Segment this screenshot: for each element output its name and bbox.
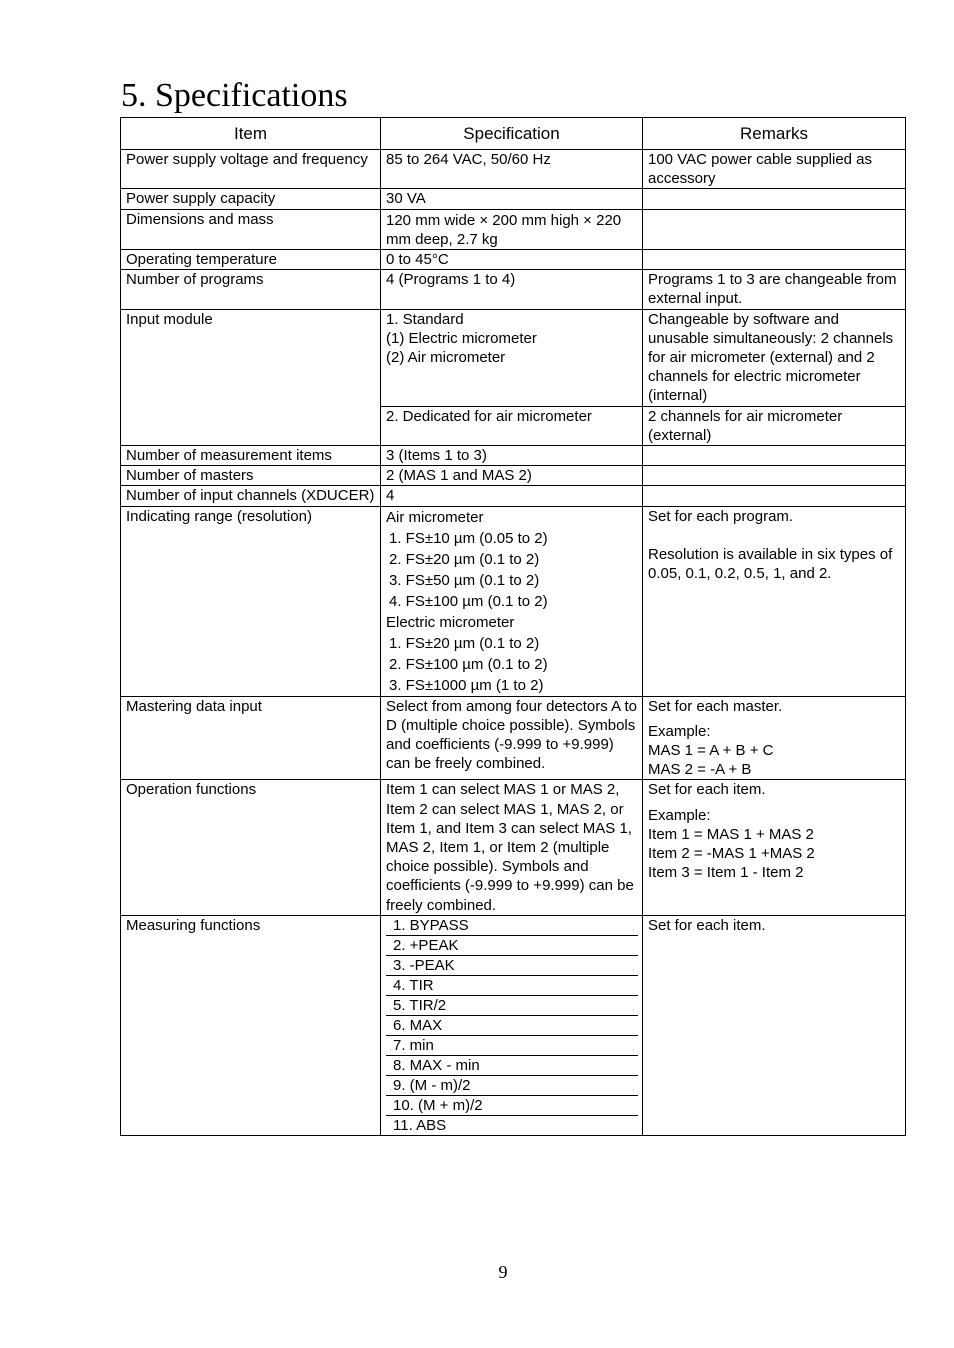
measuring-function-item: 4. TIR: [386, 975, 638, 995]
remarks-cell: Changeable by software and unusable simultaneously: 2 channels for air micrometer (external) and 2 channels for electric micrometer (internal): [643, 309, 906, 406]
table-header-row: [121, 118, 906, 150]
remarks-cell: 2 channels for air micrometer (external): [643, 406, 906, 445]
measuring-function-item: 2. +PEAK: [386, 935, 638, 955]
spec-line: 1. FS±20 µm (0.1 to 2): [389, 634, 540, 652]
table-row: [121, 150, 906, 189]
measuring-function-item: 6. MAX: [386, 1015, 638, 1035]
spec-cell: [381, 309, 643, 406]
table-row: [121, 446, 906, 466]
spec-line: 2. FS±20 µm (0.1 to 2): [389, 550, 540, 568]
spec-line: 2. FS±100 µm (0.1 to 2): [389, 655, 548, 673]
measuring-function-item: 9. (M - m)/2: [386, 1075, 638, 1095]
spec-cell: 85 to 264 VAC, 50/60 Hz: [381, 150, 643, 189]
spec-line: (2) Air micrometer: [386, 349, 506, 367]
remarks-cell: [643, 506, 906, 696]
spec-line: (1) Electric micrometer: [386, 329, 537, 347]
item-cell: Operation functions: [121, 780, 381, 915]
item-cell: Mastering data input: [121, 696, 381, 780]
remarks-line: Set for each master.: [648, 697, 783, 715]
measuring-function-item: 5. TIR/2: [386, 995, 638, 1015]
measuring-function-item: 10. (M + m)/2: [386, 1095, 638, 1115]
spec-line: 3. FS±1000 µm (1 to 2): [389, 676, 544, 694]
remarks-cell: [643, 486, 906, 506]
table-row: [121, 466, 906, 486]
item-cell: Power supply voltage and frequency: [121, 150, 381, 189]
remarks-line: Set for each item.: [648, 781, 766, 799]
remarks-cell: Programs 1 to 3 are changeable from external input.: [643, 270, 906, 309]
measuring-function-item: 3. -PEAK: [386, 955, 638, 975]
remarks-cell: [643, 189, 906, 209]
item-cell: Number of masters: [121, 466, 381, 486]
item-cell: Input module: [121, 309, 381, 445]
remarks-line: Item 2 = -MAS 1 +MAS 2: [648, 845, 815, 863]
remarks-line: Item 1 = MAS 1 + MAS 2: [648, 825, 814, 843]
column-header-remarks: Remarks: [643, 118, 906, 150]
item-cell: Number of measurement items: [121, 446, 381, 466]
remarks-line: Resolution is available in six types of 0.05, 0.1, 0.2, 0.5, 1, and 2.: [648, 545, 893, 583]
table-row: [121, 189, 906, 209]
item-cell: Power supply capacity: [121, 189, 381, 209]
spec-line: 1. Standard: [386, 310, 464, 328]
spec-line: 1. FS±10 µm (0.05 to 2): [389, 529, 548, 547]
column-header-specification: Specification: [381, 118, 643, 150]
item-cell: Number of programs: [121, 270, 381, 309]
spec-cell: 120 mm wide × 200 mm high × 220 mm deep, 2.7 kg: [381, 209, 643, 249]
remarks-cell: [643, 696, 906, 780]
spec-cell: 0 to 45°C: [381, 250, 643, 270]
measuring-function-item: 1. BYPASS: [393, 916, 469, 934]
remarks-cell: [643, 780, 906, 915]
measuring-function-item: 11. ABS: [386, 1115, 638, 1135]
table-row: [121, 270, 906, 309]
item-cell: Number of input channels (XDUCER): [121, 486, 381, 506]
item-cell: Operating temperature: [121, 250, 381, 270]
remarks-cell: [643, 466, 906, 486]
measuring-function-item: 7. min: [386, 1035, 638, 1055]
remarks-cell: [643, 209, 906, 249]
spec-cell: 3 (Items 1 to 3): [381, 446, 643, 466]
spec-cell: 4: [381, 486, 643, 506]
remarks-line: MAS 1 = A + B + C: [648, 742, 774, 760]
remarks-cell: [643, 250, 906, 270]
table-row: [121, 915, 906, 1135]
item-cell: Dimensions and mass: [121, 209, 381, 249]
table-row: [121, 209, 906, 249]
page-title: 5. Specifications: [121, 77, 348, 114]
spec-list-cell: [381, 915, 643, 1135]
table-row: [121, 309, 906, 406]
specifications-table: [120, 117, 906, 1136]
remarks-line: MAS 2 = -A + B: [648, 761, 752, 779]
table-row: [121, 696, 906, 780]
remarks-cell: Set for each item.: [643, 915, 906, 1135]
spec-cell: 2 (MAS 1 and MAS 2): [381, 466, 643, 486]
spec-line: 4. FS±100 µm (0.1 to 2): [389, 592, 548, 610]
item-cell: Measuring functions: [121, 915, 381, 1135]
table-row: [121, 250, 906, 270]
spec-cell: Select from among four detectors A to D (multiple choice possible). Symbols and coefficients (-9.999 to +9.999) can be freely combined.: [381, 696, 643, 780]
table-row: [121, 506, 906, 696]
item-cell: Indicating range (resolution): [121, 506, 381, 696]
spec-line: 3. FS±50 µm (0.1 to 2): [389, 571, 540, 589]
remarks-line: Item 3 = Item 1 - Item 2: [648, 864, 804, 882]
spec-cell: 4 (Programs 1 to 4): [381, 270, 643, 309]
page-number: 9: [498, 1262, 508, 1282]
spec-cell: 30 VA: [381, 189, 643, 209]
column-header-item: Item: [121, 118, 381, 150]
spec-line: Air micrometer: [386, 508, 484, 526]
remarks-cell: 100 VAC power cable supplied as accessory: [643, 150, 906, 189]
table-row: [121, 780, 906, 915]
remarks-line: Set for each program.: [648, 507, 794, 525]
measuring-function-item: 8. MAX - min: [386, 1055, 638, 1075]
spec-cell: 2. Dedicated for air micrometer: [381, 406, 643, 445]
spec-line: Electric micrometer: [386, 613, 515, 631]
remarks-line: Example:: [648, 806, 711, 824]
remarks-cell: [643, 446, 906, 466]
remarks-line: Example:: [648, 722, 711, 740]
spec-cell: Item 1 can select MAS 1 or MAS 2, Item 2 can select MAS 1, MAS 2, or Item 1, and Item 3 can select MAS 1, MAS 2, Item 1, or Item 2 (multiple choice possible). Symbols and coefficients (-9.999 to +9.999) can be freely combined.: [381, 780, 643, 915]
spec-cell: [381, 506, 643, 696]
table-row: [121, 486, 906, 506]
